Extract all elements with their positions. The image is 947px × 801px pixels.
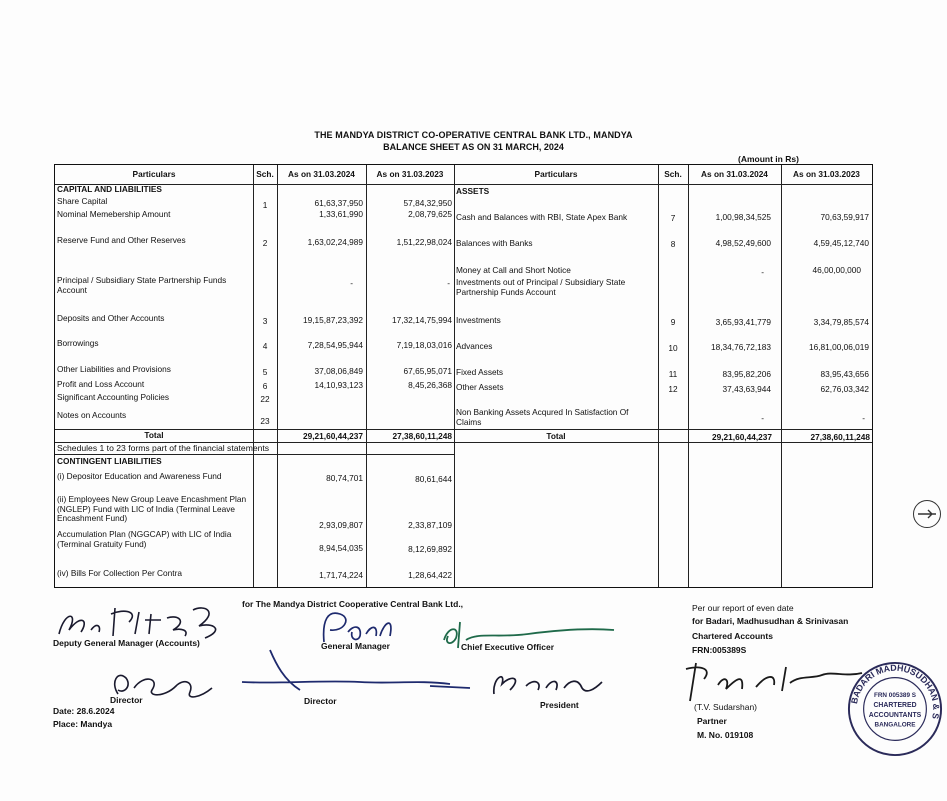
row-sch: 7 bbox=[670, 213, 676, 223]
seal-accountants: ACCOUNTANTS bbox=[868, 711, 922, 719]
auditor-frn: FRN:005389S bbox=[692, 645, 747, 655]
row-value-2023: 8,45,26,368 bbox=[408, 380, 452, 390]
contingent-value-2024: 80,74,701 bbox=[326, 473, 363, 483]
amount-unit-note: (Amount in Rs) bbox=[738, 154, 799, 164]
row-value-2023: 3,34,79,85,574 bbox=[813, 317, 869, 327]
row-value-2024: 37,08,06,849 bbox=[314, 366, 363, 376]
row-label: Cash and Balances with RBI, State Apex Bank bbox=[456, 212, 628, 222]
row-sch: 4 bbox=[262, 341, 268, 351]
total-2024-right: 29,21,60,44,237 bbox=[712, 432, 772, 442]
row-value-2023: 17,32,14,75,994 bbox=[392, 315, 452, 325]
row-sch: 8 bbox=[670, 239, 676, 249]
bank-name: THE MANDYA DISTRICT CO-OPERATIVE CENTRAL BANK LTD., MANDYA bbox=[314, 130, 633, 140]
row-label: Other Liabilities and Provisions bbox=[57, 364, 171, 374]
header-rule bbox=[55, 184, 872, 185]
scroll-marker-icon bbox=[913, 500, 941, 528]
contingent-row-label: (iv) Bills For Collection Per Contra bbox=[57, 568, 182, 578]
header-2023-left: As on 31.03.2023 bbox=[376, 169, 444, 179]
row-value-2024: 1,00,98,34,525 bbox=[715, 212, 771, 222]
row-sch: 12 bbox=[668, 384, 678, 394]
row-value-2024: - bbox=[761, 413, 764, 423]
row-sch: 22 bbox=[260, 394, 270, 404]
row-sch: 3 bbox=[262, 316, 268, 326]
auditor-report-line: Per our report of even date bbox=[692, 603, 794, 613]
row-value-2024: 1,63,02,24,989 bbox=[307, 237, 363, 247]
report-place: Place: Mandya bbox=[53, 719, 113, 729]
header-particulars-right: Particulars bbox=[534, 169, 578, 179]
seal-frn: FRN 005389 S bbox=[873, 692, 917, 700]
row-label: Reserve Fund and Other Reserves bbox=[57, 235, 186, 245]
total-label-right: Total bbox=[546, 431, 566, 441]
row-label: Profit and Loss Account bbox=[57, 379, 145, 389]
row-label: Fixed Assets bbox=[456, 367, 504, 377]
column-divider bbox=[454, 165, 455, 587]
contingent-value-2023: 8,12,69,892 bbox=[408, 544, 452, 554]
contingent-row-label: Accumulation Plan (NGGCAP) with LIC of India (Terminal Gratuity Fund) bbox=[57, 529, 232, 549]
gm-title: General Manager bbox=[321, 641, 390, 651]
row-sch: 6 bbox=[262, 381, 268, 391]
row-value-2024: 83,95,82,206 bbox=[722, 369, 771, 379]
row-label: Principal / Subsidiary State Partnership Funds Account bbox=[57, 275, 227, 295]
contingent-value-2024: 1,71,74,224 bbox=[319, 570, 363, 580]
row-sch: 5 bbox=[262, 367, 268, 377]
auditor-signature bbox=[682, 655, 867, 703]
row-sch: 2 bbox=[262, 238, 268, 248]
director1-title: Director bbox=[304, 696, 337, 706]
dgm-title: Deputy General Manager (Accounts) bbox=[53, 638, 200, 648]
row-value-2024: 18,34,76,72,183 bbox=[711, 342, 771, 352]
auditor-name: (T.V. Sudarshan) bbox=[694, 702, 757, 712]
total-2024-left: 29,21,60,44,237 bbox=[303, 431, 363, 441]
row-sch: 10 bbox=[668, 343, 678, 353]
for-bank-line: for The Mandya District Cooperative Central Bank Ltd., bbox=[242, 599, 464, 609]
row-value-2023: 83,95,43,656 bbox=[820, 369, 869, 379]
auditor-firm: for Badari, Madhusudhan & Srinivasan bbox=[692, 616, 849, 626]
balance-sheet-table bbox=[54, 164, 873, 588]
row-label: Notes on Accounts bbox=[57, 410, 127, 420]
president-signature bbox=[486, 664, 606, 702]
assets-heading: ASSETS bbox=[456, 186, 490, 196]
seal-ring-text: BADARI MADHUSUDHAN & S bbox=[849, 662, 942, 720]
header-2024-left: As on 31.03.2024 bbox=[288, 169, 355, 179]
row-label: Deposits and Other Accounts bbox=[57, 313, 165, 323]
contingent-value-2023: 1,28,64,422 bbox=[408, 570, 452, 580]
contingent-value-2023: 2,33,87,109 bbox=[408, 520, 452, 530]
row-label: Balances with Banks bbox=[456, 238, 533, 248]
capital-liabilities-heading: CAPITAL AND LIABILITIES bbox=[57, 184, 162, 194]
row-label: Significant Accounting Policies bbox=[57, 392, 170, 402]
total-top-rule bbox=[55, 429, 872, 430]
row-value-2024: - bbox=[350, 278, 353, 288]
row-value-2023: 57,84,32,950 bbox=[403, 198, 452, 208]
row-value-2024: 4,98,52,49,600 bbox=[715, 238, 771, 248]
row-value-2023: 46,00,00,000 bbox=[812, 265, 861, 275]
schedules-note: Schedules 1 to 23 forms part of the financial statements bbox=[57, 443, 270, 453]
row-label: Investments out of Principal / Subsidiary State Partnership Funds Account bbox=[456, 277, 626, 297]
row-label: Nominal Memebership Amount bbox=[57, 209, 171, 219]
header-2024-right: As on 31.03.2024 bbox=[701, 169, 768, 179]
row-value-2024: 37,43,63,944 bbox=[722, 384, 771, 394]
seal-chartered: CHARTERED bbox=[873, 702, 917, 710]
contingent-liabilities-heading: CONTINGENT LIABILITIES bbox=[57, 456, 162, 466]
row-value-2023: 70,63,59,917 bbox=[820, 212, 869, 222]
row-value-2024: 61,63,37,950 bbox=[314, 198, 363, 208]
row-label: Investments bbox=[456, 315, 501, 325]
row-value-2023: 62,76,03,342 bbox=[820, 384, 869, 394]
row-sch: 23 bbox=[260, 416, 270, 426]
row-value-2024: 14,10,93,123 bbox=[314, 380, 363, 390]
row-value-2023: - bbox=[862, 413, 865, 423]
auditor-seal bbox=[846, 660, 944, 758]
row-value-2024: 19,15,87,23,392 bbox=[303, 315, 363, 325]
row-label: Borrowings bbox=[57, 338, 99, 348]
row-value-2023: 7,19,18,03,016 bbox=[396, 340, 452, 350]
ceo-title: Chief Executive Officer bbox=[461, 642, 555, 652]
row-value-2023: 16,81,00,06,019 bbox=[809, 342, 869, 352]
header-sch-left: Sch. bbox=[256, 169, 274, 179]
schedules-rule bbox=[55, 454, 454, 455]
row-value-2024: 1,33,61,990 bbox=[319, 209, 363, 219]
document-title: BALANCE SHEET AS ON 31 MARCH, 2024 bbox=[383, 142, 564, 152]
auditor-membership-no: M. No. 019108 bbox=[697, 730, 754, 740]
row-value-2023: 67,65,95,071 bbox=[403, 366, 452, 376]
row-value-2023: 2,08,79,625 bbox=[408, 209, 452, 219]
contingent-row-label: (i) Depositor Education and Awareness Fund bbox=[57, 471, 222, 481]
row-sch: 11 bbox=[668, 369, 678, 379]
row-label: Money at Call and Short Notice bbox=[456, 265, 571, 275]
row-label: Advances bbox=[456, 341, 493, 351]
header-2023-right: As on 31.03.2023 bbox=[793, 169, 860, 179]
report-date: Date: 28.6.2024 bbox=[53, 706, 115, 716]
total-2023-right: 27,38,60,11,248 bbox=[810, 432, 870, 442]
contingent-value-2024: 2,93,09,807 bbox=[319, 520, 363, 530]
row-sch: 9 bbox=[670, 317, 676, 327]
total-2023-left: 27,38,60,11,248 bbox=[392, 431, 452, 441]
header-sch-right: Sch. bbox=[664, 169, 682, 179]
row-value-2023: 4,59,45,12,740 bbox=[813, 238, 869, 248]
contingent-value-2024: 8,94,54,035 bbox=[319, 543, 363, 553]
total-label-left: Total bbox=[144, 430, 164, 440]
row-value-2024: 7,28,54,95,944 bbox=[307, 340, 363, 350]
auditor-role: Partner bbox=[697, 716, 727, 726]
row-label: Non Banking Assets Acqured In Satisfaction Of Claims bbox=[456, 407, 629, 427]
header-particulars-left: Particulars bbox=[132, 169, 176, 179]
president-title: President bbox=[540, 700, 579, 710]
row-value-2024: 3,65,93,41,779 bbox=[715, 317, 771, 327]
row-label: Share Capital bbox=[57, 196, 108, 206]
row-value-2023: - bbox=[447, 278, 450, 288]
row-value-2023: 1,51,22,98,024 bbox=[396, 237, 452, 247]
row-label: Other Assets bbox=[456, 382, 504, 392]
auditor-designation: Chartered Accounts bbox=[692, 631, 773, 641]
arrow-icon bbox=[914, 501, 940, 527]
contingent-row-label: (ii) Employees New Group Leave Encashment Plan (NGLEP) Fund with LIC of India (Terminal Leave Encashment Fund) bbox=[57, 494, 247, 524]
director1-signature bbox=[240, 640, 472, 696]
row-sch: 1 bbox=[262, 200, 268, 210]
contingent-value-2023: 80,61,644 bbox=[415, 474, 452, 484]
director2-title: Director bbox=[110, 695, 143, 705]
row-value-2024: - bbox=[761, 267, 764, 277]
seal-city: BANGALORE bbox=[874, 721, 916, 729]
